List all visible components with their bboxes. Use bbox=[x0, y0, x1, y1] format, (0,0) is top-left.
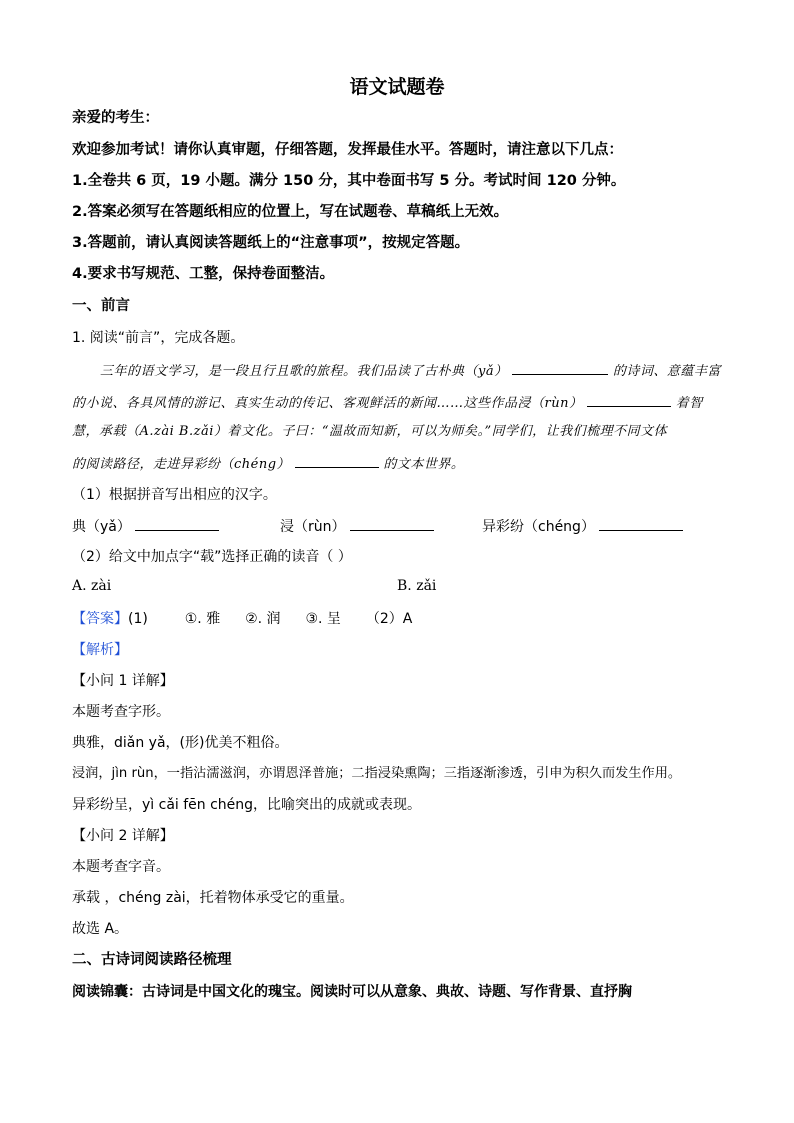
detail1-line-3: 浸润，jìn rùn，一指沾濡滋润，亦谓恩泽普施；二指浸染熏陶；三指逐渐渗透，引申为积久而发生作用。 bbox=[72, 766, 682, 781]
blank-run[interactable] bbox=[587, 392, 671, 407]
detail1-line-2: 典雅，diǎn yǎ，(形)优美不粗俗。 bbox=[72, 735, 289, 751]
section1-heading: 一、前言 bbox=[72, 298, 130, 314]
detail1-line-4: 异彩纷呈，yì cǎi fēn chéng，比喻突出的成就或表现。 bbox=[72, 797, 422, 813]
blank-ya[interactable] bbox=[512, 360, 608, 375]
page-title: 语文试题卷 bbox=[349, 76, 445, 98]
answer-part: （2）A bbox=[365, 611, 413, 627]
passage-text: 的阅读路径，走进异彩纷（chéng） bbox=[72, 457, 291, 472]
analysis-label: 【解析】 bbox=[72, 642, 128, 658]
passage-line-4 bbox=[72, 453, 732, 475]
notice-3: 3.答题前，请认真阅读答题纸上的“注意事项”，按规定答题。 bbox=[72, 235, 470, 251]
detail2-line-3: 故选 A。 bbox=[72, 921, 129, 937]
answer-line bbox=[72, 609, 732, 629]
notice-1: 1.全卷共 6 页，19 小题。满分 150 分，其中卷面书写 5 分。考试时间 120 分钟。 bbox=[72, 173, 626, 189]
sub-question-1: （1）根据拼音写出相应的汉字。 bbox=[72, 487, 277, 503]
fill-blank[interactable] bbox=[599, 516, 683, 531]
notice-intro: 欢迎参加考试！请你认真审题，仔细答题，发挥最佳水平。答题时，请注意以下几点： bbox=[72, 142, 623, 158]
answer-label: 【答案】 bbox=[72, 611, 128, 627]
answer-part: ②. 润 bbox=[245, 611, 281, 627]
notice-4: 4.要求书写规范、工整，保持卷面整洁。 bbox=[72, 266, 335, 282]
detail1-label: 【小问 1 详解】 bbox=[72, 673, 174, 689]
detail1-line-1: 本题考查字形。 bbox=[72, 704, 170, 720]
passage-text: 的小说、各具风情的游记、真实生动的传记、客观鲜活的新闻……这些作品浸（rùn） bbox=[72, 396, 583, 411]
passage-line-1 bbox=[100, 360, 740, 382]
fill-item-ya bbox=[72, 516, 219, 536]
section2-intro: 阅读锦囊：古诗词是中国文化的瑰宝。阅读时可以从意象、典故、诗题、写作背景、直抒胸 bbox=[72, 984, 632, 1000]
detail2-line-1: 本题考查字音。 bbox=[72, 859, 170, 875]
answer-part: (1) bbox=[128, 611, 148, 627]
detail2-label: 【小问 2 详解】 bbox=[72, 828, 174, 844]
fill-blank[interactable] bbox=[350, 516, 434, 531]
fill-label: 异彩纷（chéng） bbox=[482, 519, 595, 535]
detail2-line-2: 承载 ，chéng zài，托着物体承受它的重量。 bbox=[72, 890, 354, 906]
passage-line-2 bbox=[72, 392, 732, 414]
option-a[interactable]: A. zài bbox=[72, 578, 112, 594]
section2-heading: 二、古诗词阅读路径梳理 bbox=[72, 952, 232, 968]
blank-cheng[interactable] bbox=[295, 453, 379, 468]
fill-label: 典（yǎ） bbox=[72, 519, 131, 535]
passage-text: 着智 bbox=[675, 396, 703, 411]
fill-blank[interactable] bbox=[135, 516, 219, 531]
passage-text: 的诗词、意蕴丰富 bbox=[612, 364, 721, 379]
question1-prompt: 1. 阅读“前言”，完成各题。 bbox=[72, 330, 245, 346]
answer-part: ①. 雅 bbox=[184, 611, 221, 627]
passage-line-3: 慧，承载（A.zài B.zǎi）着文化。子曰：“温故而知新，可以为师矣。”同学们，让我们梳理不同文体 bbox=[72, 424, 668, 439]
fill-item-run bbox=[280, 516, 434, 536]
option-b[interactable]: B. zǎi bbox=[397, 578, 437, 594]
notice-2: 2.答案必须写在答题纸相应的位置上，写在试题卷、草稿纸上无效。 bbox=[72, 204, 509, 220]
fill-label: 浸（rùn） bbox=[280, 519, 346, 535]
passage-text: 三年的语文学习，是一段且行且歌的旅程。我们品读了古朴典（yǎ） bbox=[100, 364, 508, 379]
fill-item-cheng bbox=[482, 516, 683, 536]
answer-part: ③. 呈 bbox=[305, 611, 341, 627]
greeting: 亲爱的考生： bbox=[72, 110, 159, 126]
sub-question-2: （2）给文中加点字“载”选择正确的读音（ ） bbox=[72, 549, 352, 565]
passage-text: 的文本世界。 bbox=[383, 457, 465, 472]
